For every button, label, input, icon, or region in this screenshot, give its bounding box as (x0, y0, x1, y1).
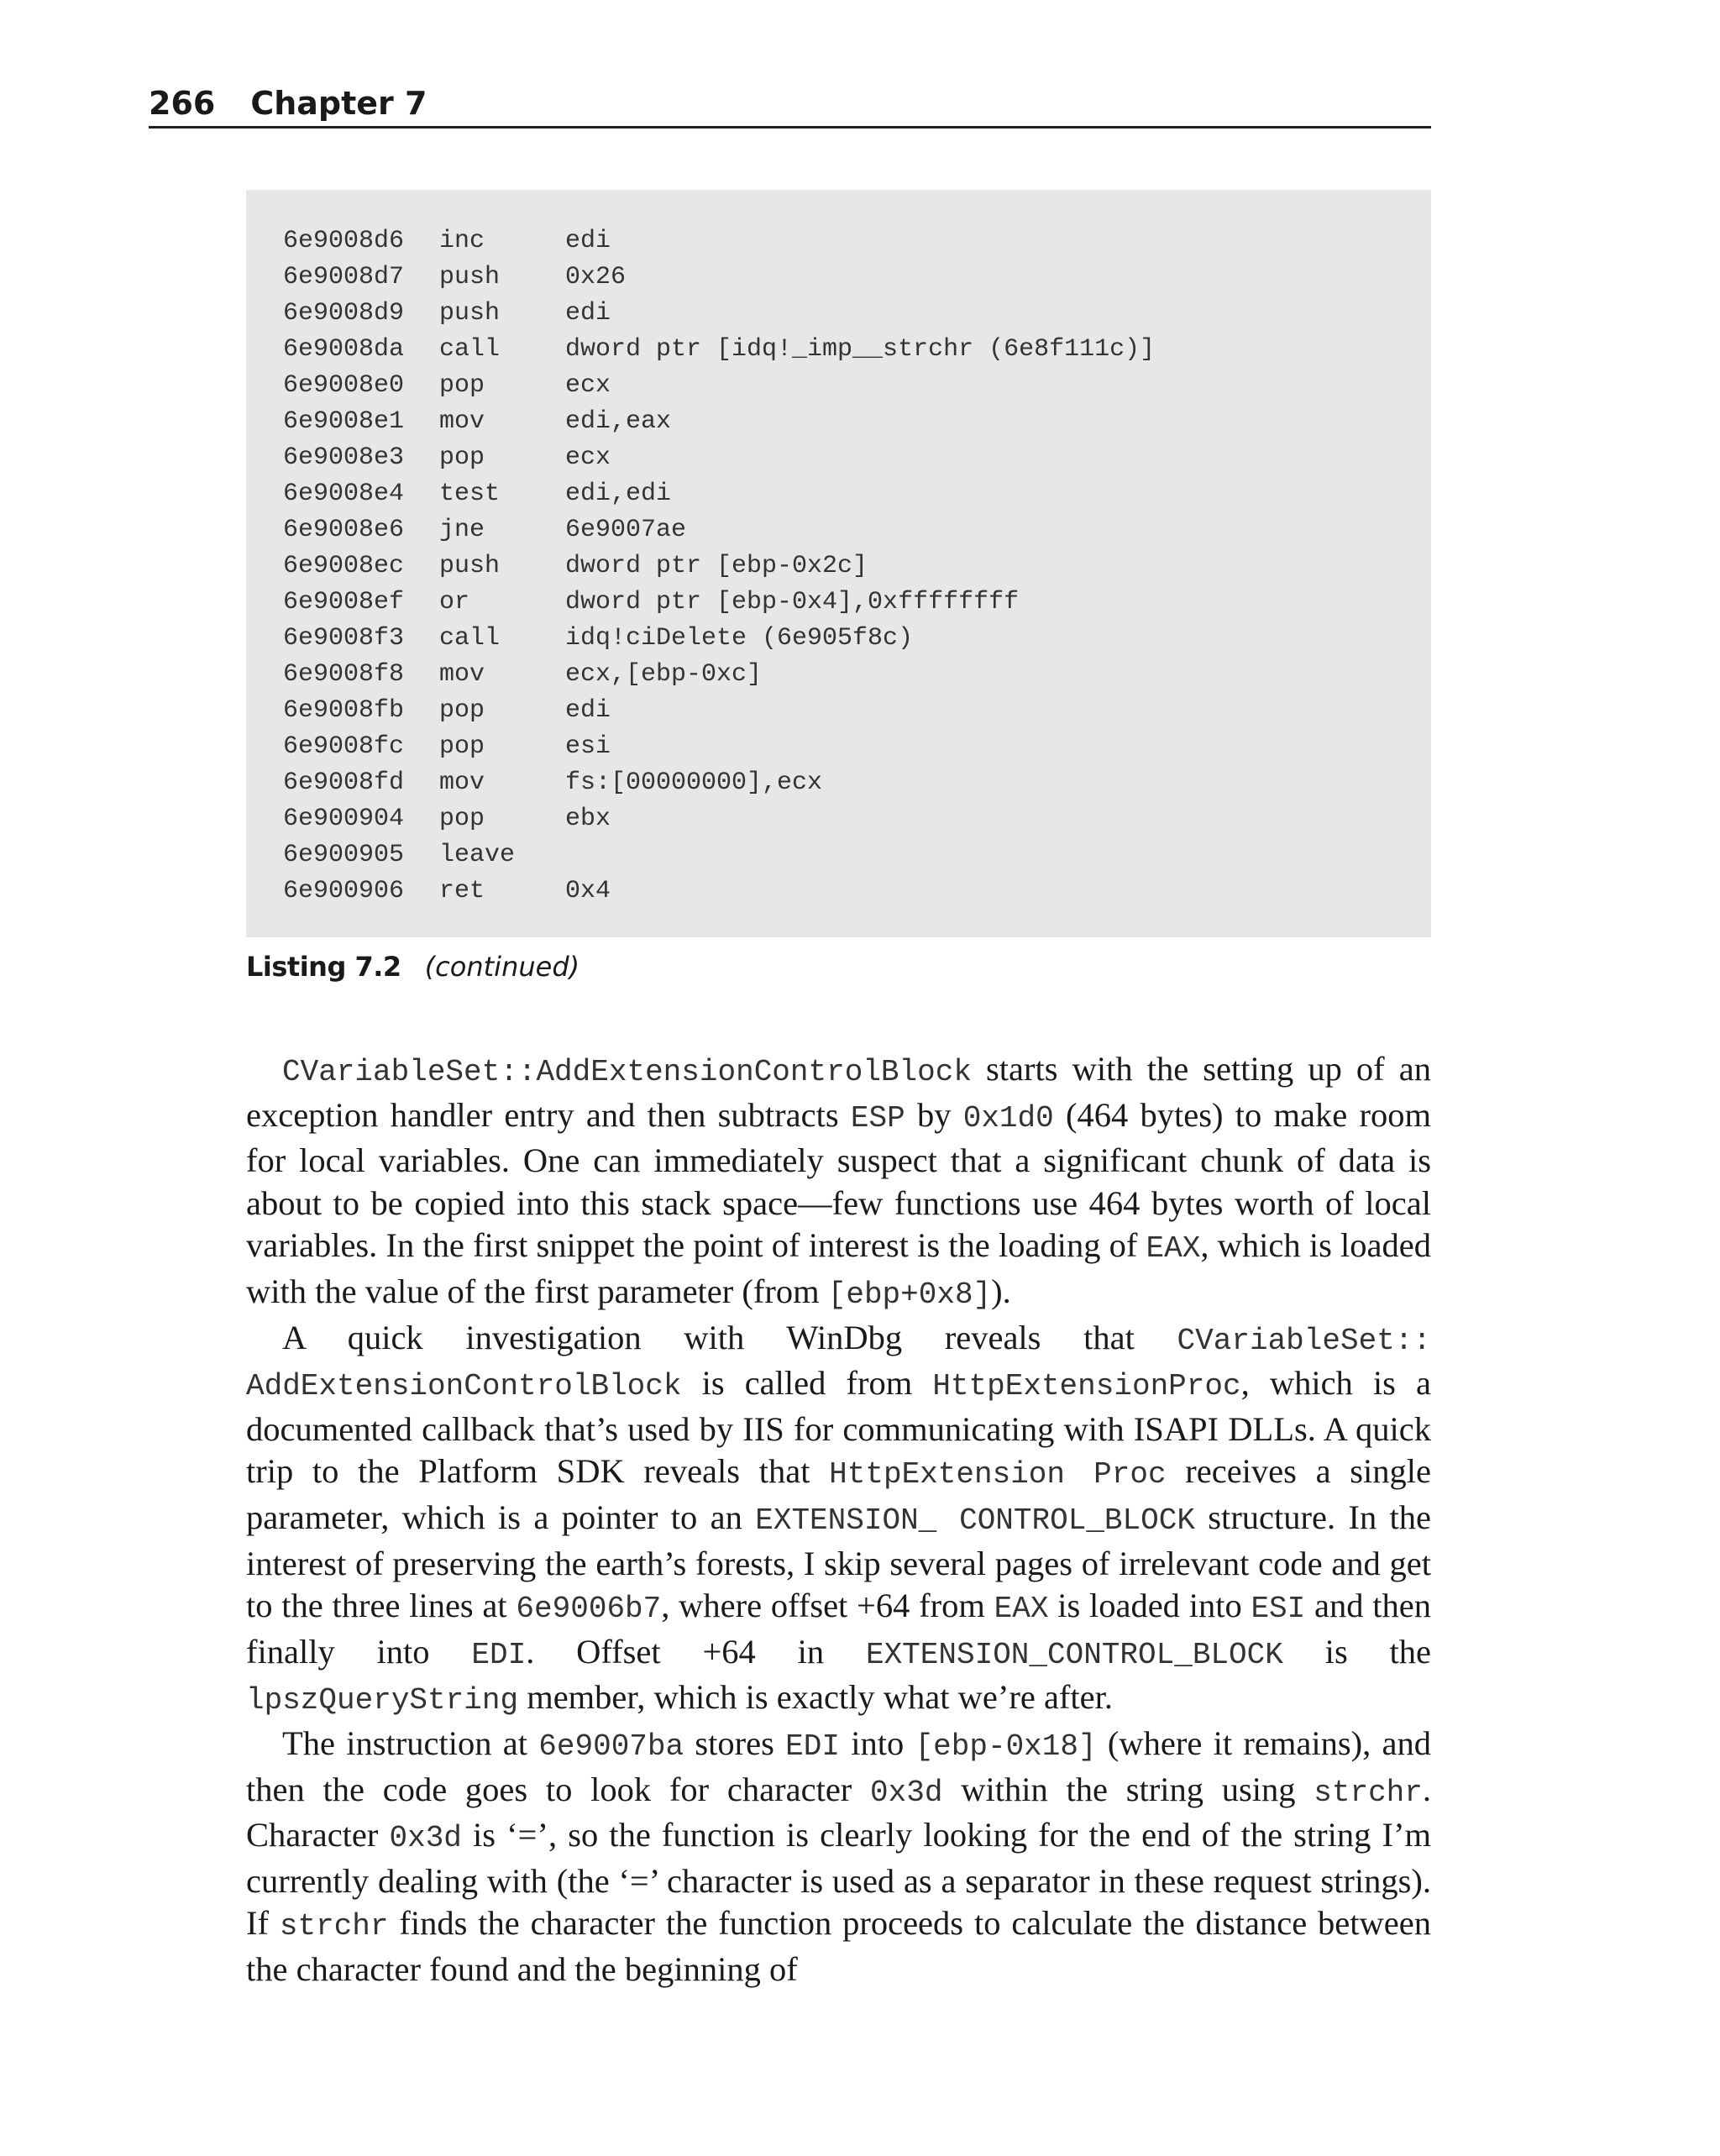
inline-code: CVariableSet:: AddExtensionControlBlock (246, 1323, 1431, 1404)
code-operands: 6e9007ae (565, 516, 687, 544)
code-opcode: pop (439, 371, 485, 400)
text-run: , which is a documented callback that’s used by IIS for communicating with ISAPI DLLs. A quick trip to the Platform SDK reveals that (246, 1364, 1431, 1491)
code-line (283, 873, 1431, 910)
code-opcode: inc (439, 227, 485, 255)
code-operands: edi (565, 299, 611, 328)
code-address: 6e9008f3 (283, 624, 405, 653)
text-run: is loaded into (1048, 1587, 1251, 1625)
text-run: structure. In the interest of preserving the earth’s forests, I skip several pages of irrelevant code and get to the three lines at (246, 1498, 1432, 1625)
inline-code: HttpExtension Proc (829, 1457, 1167, 1492)
inline-code: 0x3d (389, 1821, 462, 1856)
inline-code: ESI (1251, 1592, 1306, 1627)
code-opcode: pop (439, 696, 485, 725)
code-address: 6e9008e6 (283, 516, 405, 544)
code-operands: idq!ciDelete (6e905f8c) (565, 624, 914, 653)
listing-note: (continued) (424, 951, 580, 983)
inline-code: EAX (994, 1592, 1049, 1627)
code-opcode: mov (439, 407, 485, 436)
listing-label: Listing 7.2 (246, 951, 401, 983)
code-operands: edi (565, 227, 611, 255)
code-opcode: or (439, 588, 470, 616)
code-address: 6e9008da (283, 335, 405, 364)
code-line (283, 368, 1431, 404)
text-run: by (905, 1095, 963, 1134)
inline-code: ESP (850, 1100, 905, 1136)
code-line (283, 693, 1431, 729)
text-run: member, which is exactly what we’re after. (518, 1678, 1114, 1717)
body-text (246, 1048, 1431, 1991)
code-address: 6e9008d6 (283, 227, 405, 255)
text-run: is ‘=’, so the function is clearly looking for the end of the string I’m currently dealing with (the ‘=’ character is used as a separator in these request strings). If (246, 1816, 1431, 1943)
code-address: 6e9008e4 (283, 480, 405, 508)
text-run: and then finally into (246, 1587, 1431, 1671)
inline-code: lpszQueryString (246, 1683, 519, 1718)
code-operands: edi,eax (565, 407, 672, 436)
text-run: receives a single parameter, which is a pointer to an (246, 1452, 1431, 1536)
inline-code: 0x1d0 (962, 1100, 1054, 1136)
inline-code: EAX (1146, 1231, 1201, 1267)
text-run: starts with the setting up of an exception handler entry and then subtracts (246, 1050, 1431, 1134)
code-address: 6e900905 (283, 841, 405, 869)
text-run: ). (991, 1272, 1011, 1310)
code-address: 6e9008fc (283, 732, 405, 761)
code-opcode: mov (439, 660, 485, 689)
text-run: , where offset +64 from (661, 1587, 994, 1625)
code-line (283, 837, 1431, 873)
inline-code: EXTENSION_ CONTROL_BLOCK (755, 1503, 1195, 1538)
text-run: stores (684, 1723, 786, 1762)
page-number: 266 (149, 85, 216, 122)
code-line (283, 621, 1431, 657)
code-operands: ebx (565, 805, 611, 833)
code-address: 6e900904 (283, 805, 405, 833)
code-line (283, 729, 1431, 765)
paragraph (246, 1723, 1431, 1991)
listing-caption (246, 946, 579, 988)
code-address: 6e9008f8 (283, 660, 405, 689)
text-run: within the string using (942, 1770, 1314, 1808)
code-address: 6e9008e3 (283, 443, 405, 472)
code-operands: dword ptr [idq!_imp__strchr (6e8f111c)] (565, 335, 1156, 364)
code-opcode: mov (439, 769, 485, 797)
inline-code: [ebp+0x8] (827, 1277, 992, 1312)
code-opcode: push (439, 299, 501, 328)
text-run: , which is loaded with the value of the first parameter (from (246, 1226, 1431, 1310)
code-address: 6e9008fd (283, 769, 405, 797)
text-run: The instruction at (282, 1723, 539, 1762)
code-line (283, 585, 1431, 621)
paragraph (246, 1048, 1431, 1317)
code-address: 6e9008ef (283, 588, 405, 616)
text-run: . Character (246, 1770, 1432, 1854)
inline-code: 6e9006b7 (516, 1592, 662, 1627)
code-listing (246, 190, 1431, 937)
code-line (283, 657, 1431, 693)
code-opcode: leave (439, 841, 516, 869)
code-line (283, 332, 1431, 368)
code-opcode: test (439, 480, 501, 508)
code-address: 6e9008d9 (283, 299, 405, 328)
code-opcode: pop (439, 443, 485, 472)
code-operands: ecx,[ebp-0xc] (565, 660, 763, 689)
inline-code: 6e9007ba (538, 1728, 684, 1764)
code-line (283, 476, 1431, 512)
inline-code: strchr (1314, 1775, 1423, 1810)
code-line (283, 260, 1431, 296)
code-opcode: ret (439, 877, 485, 905)
text-run: finds the character the function proceeds to calculate the distance between the character found and the beginning of (246, 1904, 1431, 1988)
code-operands: 0x4 (565, 877, 611, 905)
inline-code: [ebp-0x18] (915, 1728, 1097, 1764)
code-operands: edi,edi (565, 480, 672, 508)
page-header (149, 81, 1431, 129)
text-run: is called from (681, 1364, 933, 1403)
code-line (283, 223, 1431, 260)
inline-code: strchr (279, 1909, 389, 1944)
code-address: 6e9008d7 (283, 263, 405, 291)
code-opcode: call (439, 624, 501, 653)
code-line (283, 548, 1431, 585)
code-line (283, 765, 1431, 801)
code-line (283, 296, 1431, 332)
code-opcode: pop (439, 805, 485, 833)
code-operands: ecx (565, 371, 611, 400)
code-address: 6e9008ec (283, 552, 405, 580)
inline-code: CVariableSet::AddExtensionControlBlock (282, 1055, 972, 1089)
text-run: . Offset +64 in (526, 1632, 866, 1671)
text-run: is the (1282, 1632, 1432, 1671)
code-operands: dword ptr [ebp-0x4],0xffffffff (565, 588, 1020, 616)
code-address: 6e900906 (283, 877, 405, 905)
code-operands: 0x26 (565, 263, 627, 291)
chapter-title: Chapter 7 (250, 85, 427, 122)
code-line (283, 440, 1431, 476)
text-run: (where it remains), and then the code goes to look for character (246, 1723, 1431, 1808)
code-line (283, 404, 1431, 440)
code-address: 6e9008e0 (283, 371, 405, 400)
code-line (283, 512, 1431, 548)
code-operands: esi (565, 732, 611, 761)
inline-code: 0x3d (870, 1775, 943, 1810)
code-operands: fs:[00000000],ecx (565, 769, 823, 797)
code-opcode: call (439, 335, 501, 364)
inline-code: EDI (785, 1728, 840, 1764)
code-opcode: push (439, 552, 501, 580)
inline-code: HttpExtensionProc (932, 1369, 1241, 1404)
code-opcode: jne (439, 516, 485, 544)
code-opcode: push (439, 263, 501, 291)
inline-code: EXTENSION_CONTROL_BLOCK (865, 1637, 1283, 1672)
code-opcode: pop (439, 732, 485, 761)
code-operands: dword ptr [ebp-0x2c] (565, 552, 868, 580)
text-run: into (839, 1723, 915, 1762)
code-operands: edi (565, 696, 611, 725)
text-run: (464 bytes) to make room for local variables. One can immediately suspect that a significant chunk of data is about to be copied into this stack space—few functions use 464 bytes worth of local variables. In the first snippet the point of interest is the loading of (246, 1095, 1431, 1265)
code-address: 6e9008e1 (283, 407, 405, 436)
code-operands: ecx (565, 443, 611, 472)
code-line (283, 801, 1431, 837)
code-address: 6e9008fb (283, 696, 405, 725)
inline-code: EDI (471, 1637, 527, 1672)
text-run: A quick investigation with WinDbg reveals that (282, 1318, 1177, 1356)
paragraph (246, 1317, 1431, 1723)
